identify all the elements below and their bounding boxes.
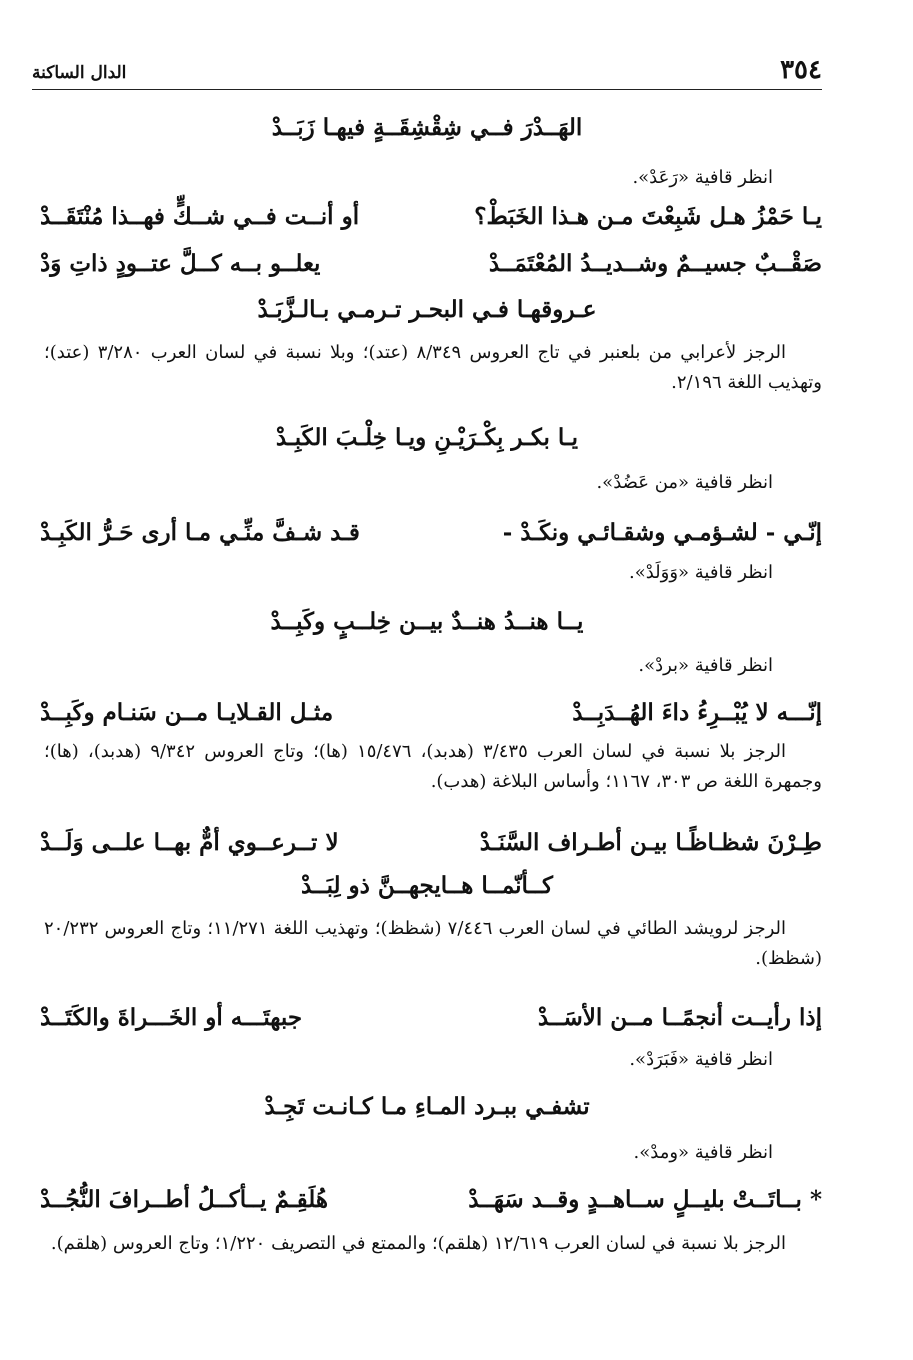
verse-second-hemistich: مثـل القـلايـا مــن سَنـام وكَبِــدْ xyxy=(40,699,334,726)
cross-reference: انظر قافية «ومدْ». xyxy=(633,1142,773,1163)
page-number: ٣٥٤ xyxy=(780,55,822,85)
verse-first-hemistich: إذا رأيــت أنجمًــا مــن الأسَــدْ xyxy=(537,1004,822,1031)
verse-line: تشفـي ببـرد المـاءِ مـا كـانـت تَجِـدْ xyxy=(264,1093,590,1120)
verse-second-hemistich: لا تــرعــوي أمٌّ بهــا علــى وَلَــدْ xyxy=(40,829,339,856)
verse-first-hemistich: طِـرْنَ شظـاظًـا بيـن أطـراف السَّنَـدْ xyxy=(479,829,822,856)
verse-couplet xyxy=(40,1180,822,1220)
verse-couplet xyxy=(40,513,822,553)
source-note: الرجز بلا نسبة في لسان العرب ١٢/٦١٩ (هلقم)؛ والممتع في التصريف ١/٢٢٠؛ وتاج العروس (هلقم). xyxy=(50,1233,786,1254)
verse-line: عـروقهـا فـي البحـر تـرمـي بـالـزَّبَـدْ xyxy=(257,296,597,323)
verse-first-hemistich: يـا حَمْزُ هـل شَبِعْتَ مـن هـذا الخَبَطْ؟ xyxy=(474,203,822,230)
verse-first-hemistich: * بــاتَــتْ بليــلٍ ســاهــدٍ وقــد سَهَــدْ xyxy=(468,1186,822,1213)
verse-line: يــا هنــدُ هنــدٌ بيــن خِلــبٍ وكَبِــدْ xyxy=(270,608,584,635)
running-title: الدال الساكنة xyxy=(32,63,127,83)
verse-line: الهَــدْرَ فــي شِقْشِقَــةٍ فيهـا زَبَــدْ xyxy=(271,114,583,141)
verse-couplet xyxy=(40,244,822,284)
verse-line: يـا بكـر بِكْـرَيْـنِ ويـا خِلْـبَ الكَبِـدْ xyxy=(275,424,579,451)
verse-first-hemistich: إنّـي - لشـؤمـي وشقـائـي ونكَـدْ - xyxy=(502,519,822,546)
cross-reference: انظر قافية «فَبَرَدْ». xyxy=(629,1049,773,1070)
verse-second-hemistich: يعلــو بــه كــلَّ عتــودٍ ذاتِ وَدْ xyxy=(40,250,321,277)
source-note: الرجز لأعرابي من بلعنبر في تاج العروس ٨/٣٤٩ (عتد)؛ وبلا نسبة في لسان العرب ٣/٢٨٠ (عتد)؛ وتهذيب اللغة ٢/١٩٦. xyxy=(44,342,822,393)
page-header xyxy=(32,55,822,90)
verse-second-hemistich: هُلَقِـمٌ يــأكــلُ أطــرافَ النُّجُــدْ xyxy=(40,1186,329,1213)
verse-couplet xyxy=(40,823,822,863)
verse-couplet xyxy=(40,998,822,1038)
source-note: الرجز لرويشد الطائي في لسان العرب ٧/٤٤٦ (شظظ)؛ وتهذيب اللغة ١١/٢٧١؛ وتاج العروس ٢٠/٢٣٢ (شظظ). xyxy=(44,918,822,969)
cross-reference: انظر قافية «وَوَلَدْ». xyxy=(629,562,773,583)
verse-line: كــأنّمــا هــايجهــنَّ ذو لِبَــدْ xyxy=(301,872,553,899)
cross-reference: انظر قافية «رَعَدْ». xyxy=(632,167,773,188)
verse-couplet xyxy=(40,197,822,237)
verse-first-hemistich: إنّـــه لا يُبْــرِءُ داءَ الهُــدَبِــدْ xyxy=(572,699,822,726)
cross-reference: انظر قافية «بردْ». xyxy=(638,655,773,676)
source-note: الرجز بلا نسبة في لسان العرب ٣/٤٣٥ (هدبد)، ١٥/٤٧٦ (ها)؛ وتاج العروس ٩/٣٤٢ (هدبد)، (ها)؛ وجمهرة اللغة ص ٣٠٣، ١١٦٧؛ وأساس البلاغة (هدب). xyxy=(44,741,822,792)
verse-second-hemistich: قـد شـفَّ منِّـي مـا أرى حَـرُّ الكَبِـدْ xyxy=(40,519,360,546)
verse-second-hemistich: جبهتَـــه أو الخَـــراةَ والكَتَــدْ xyxy=(40,1004,303,1031)
verse-couplet xyxy=(40,693,822,733)
cross-reference: انظر قافية «من عَضُدْ». xyxy=(596,472,773,493)
verse-second-hemistich: أو أنــت فــي شــكٍّ فهــذا مُنْتَقَــدْ xyxy=(40,203,360,230)
verse-first-hemistich: صَقْــبٌ جسيــمٌ وشــديــدُ المُعْتَمَــدْ xyxy=(488,250,822,277)
